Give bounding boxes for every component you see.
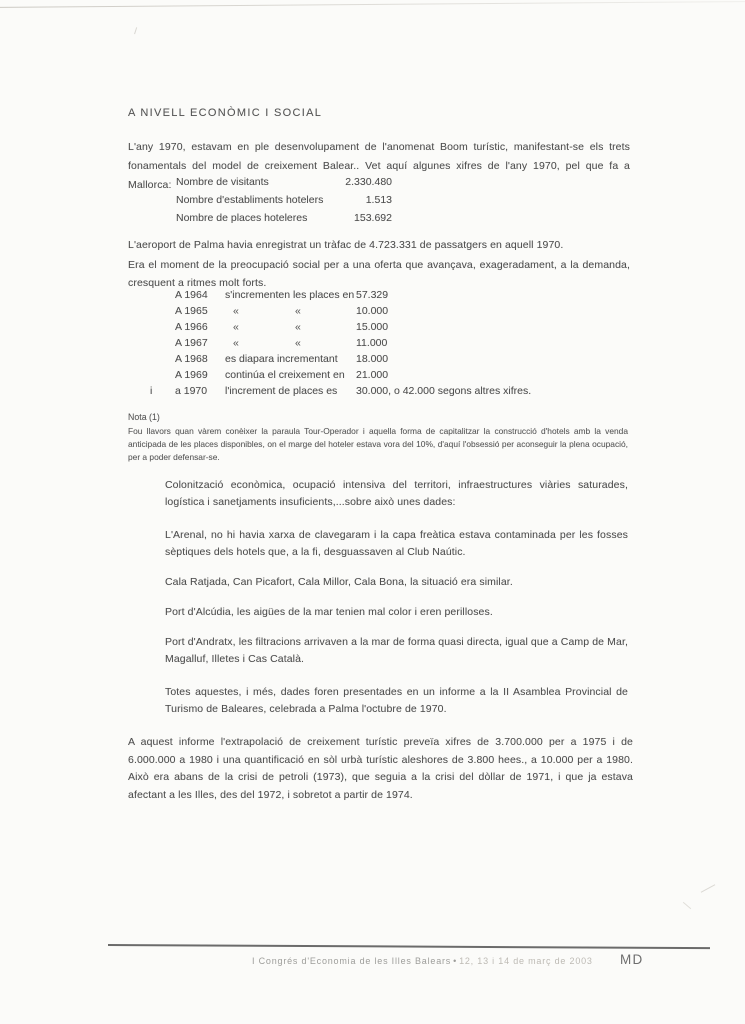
growth-desc: continúa el creixement en bbox=[225, 369, 345, 381]
stat-value: 2.330.480 bbox=[345, 176, 392, 188]
growth-value: 11.000 bbox=[356, 337, 388, 349]
scan-artifact bbox=[134, 27, 142, 36]
ditto-mark: « bbox=[233, 305, 239, 317]
ditto-mark: « bbox=[233, 337, 239, 349]
stat-row bbox=[176, 194, 576, 209]
growth-value: 57.329 bbox=[356, 289, 389, 301]
footnote-text: Fou llavors quan vàrem conèixer la paraula Tour-Operador i aquella forma de capitalitzar la construcció d'hotels amb la venda anticipada de les places disponibles, on el marge del hoteler estava vora del 10%, d'aquí l'obsessió per aconseguir la plena ocupació, per a poder defensar-se. bbox=[128, 426, 628, 462]
intro-paragraph: L'any 1970, estavam en ple desenvolupament de l'anomenat Boom turístic, manifestant-se els trets fonamentals del model de creixement Balear.. Vet aquí algunes xifres de l'any 1970, pel que fa a Mallorca: bbox=[128, 141, 630, 191]
growth-year: A 1965 bbox=[175, 305, 208, 317]
growth-desc: l'increment de places es bbox=[225, 385, 338, 397]
growth-row bbox=[128, 369, 658, 384]
stat-label: Nombre d'establiments hotelers bbox=[176, 194, 324, 206]
page-title: A NIVELL ECONÒMIC I SOCIAL bbox=[128, 107, 323, 119]
growth-year: a 1970 bbox=[175, 385, 208, 397]
footnote-label: Nota (1) bbox=[128, 412, 160, 422]
indented-paragraph-cala-ratjada: Cala Ratjada, Can Picafort, Cala Millor, Cala Bona, la situació era similar. bbox=[165, 576, 513, 588]
stat-row bbox=[176, 176, 576, 191]
growth-year: A 1968 bbox=[175, 353, 208, 365]
ditto-mark: « bbox=[295, 305, 301, 317]
stat-label: Nombre de visitants bbox=[176, 176, 269, 188]
stat-value: 1.513 bbox=[365, 194, 392, 206]
closing-paragraph: A aquest informe l'extrapolació de creixement turístic preveïa xifres de 3.700.000 per a 1975 i de 6.000.000 a 1980 i una quantificació en sòl urbà turístic aleshores de 3.800 hees., a 10.000 per a 1980. Això era abans de la crisi de petroli (1973), que seguia a la crisi del dòllar de 1971, i que ja estava afectant a les Illes, des del 1972, i sobretot a partir de 1974. bbox=[128, 736, 633, 801]
scan-artifact bbox=[701, 884, 716, 892]
scan-edge-artifact bbox=[0, 1, 745, 8]
footer-text bbox=[252, 956, 593, 966]
congress-title: I Congrés d'Economia de les Illes Balears bbox=[252, 956, 452, 966]
congress-date: 12, 13 i 14 de març de 2003 bbox=[459, 956, 593, 966]
growth-value: 30.000, o 42.000 segons altres xifres. bbox=[356, 385, 532, 397]
growth-row bbox=[128, 353, 658, 368]
growth-lead: i bbox=[150, 385, 153, 397]
demand-paragraph: Era el moment de la preocupació social per a una oferta que avançava, exageradament, a la demanda, cresquent a ritmes molt forts. bbox=[128, 259, 630, 289]
growth-value: 18.000 bbox=[356, 353, 389, 365]
growth-row bbox=[128, 305, 658, 320]
growth-year: A 1969 bbox=[175, 369, 208, 381]
indented-paragraph-port-andratx: Port d'Andratx, les filtracions arrivaven a la mar de forma quasi directa, igual que a Camp de Mar, Magalluf, Illetes i Cas Català. bbox=[165, 636, 628, 665]
growth-row bbox=[128, 337, 658, 352]
indented-paragraph-port-alcudia: Port d'Alcúdia, les aigües de la mar tenien mal color i eren perilloses. bbox=[165, 606, 493, 618]
growth-year: A 1964 bbox=[175, 289, 208, 301]
growth-year: A 1966 bbox=[175, 321, 208, 333]
indented-paragraph-colonitzacio: Colonització econòmica, ocupació intensiva del territori, infraestructures viàries saturades, logística i sanetjaments insuficients,...sobre això unes dades: bbox=[165, 479, 628, 508]
growth-value: 10.000 bbox=[356, 305, 389, 317]
ditto-mark: « bbox=[233, 321, 239, 333]
growth-value: 21.000 bbox=[356, 369, 389, 381]
scan-artifact bbox=[683, 902, 691, 909]
growth-row bbox=[128, 289, 658, 304]
growth-desc: s'incrementen les places en bbox=[225, 289, 355, 301]
growth-value: 15.000 bbox=[356, 321, 389, 333]
stat-label: Nombre de places hoteleres bbox=[176, 212, 308, 224]
bullet-separator: • bbox=[453, 956, 458, 966]
airport-paragraph: L'aeroport de Palma havia enregistrat un tràfac de 4.723.331 de passatgers en aquell 1970. bbox=[128, 239, 564, 251]
growth-year: A 1967 bbox=[175, 337, 208, 349]
indented-paragraph-informe: Totes aquestes, i més, dades foren presentades en un informe a la II Asamblea Provincial de Turismo de Baleares, celebrada a Palma l'octubre de 1970. bbox=[165, 686, 628, 715]
author-initials: MD bbox=[620, 952, 644, 967]
ditto-mark: « bbox=[295, 321, 301, 333]
growth-desc: es diapara incrementant bbox=[225, 353, 338, 365]
stat-value: 153.692 bbox=[354, 212, 392, 224]
ditto-mark: « bbox=[295, 337, 301, 349]
growth-row bbox=[128, 321, 658, 336]
stat-row bbox=[176, 212, 576, 227]
growth-row bbox=[128, 385, 658, 400]
indented-paragraph-arenal: L'Arenal, no hi havia xarxa de clavegaram i la capa freàtica estava contaminada per les fosses sèptiques dels hotels que, a la fi, desguassaven al Club Naútic. bbox=[165, 529, 628, 558]
footer-divider bbox=[108, 944, 710, 949]
